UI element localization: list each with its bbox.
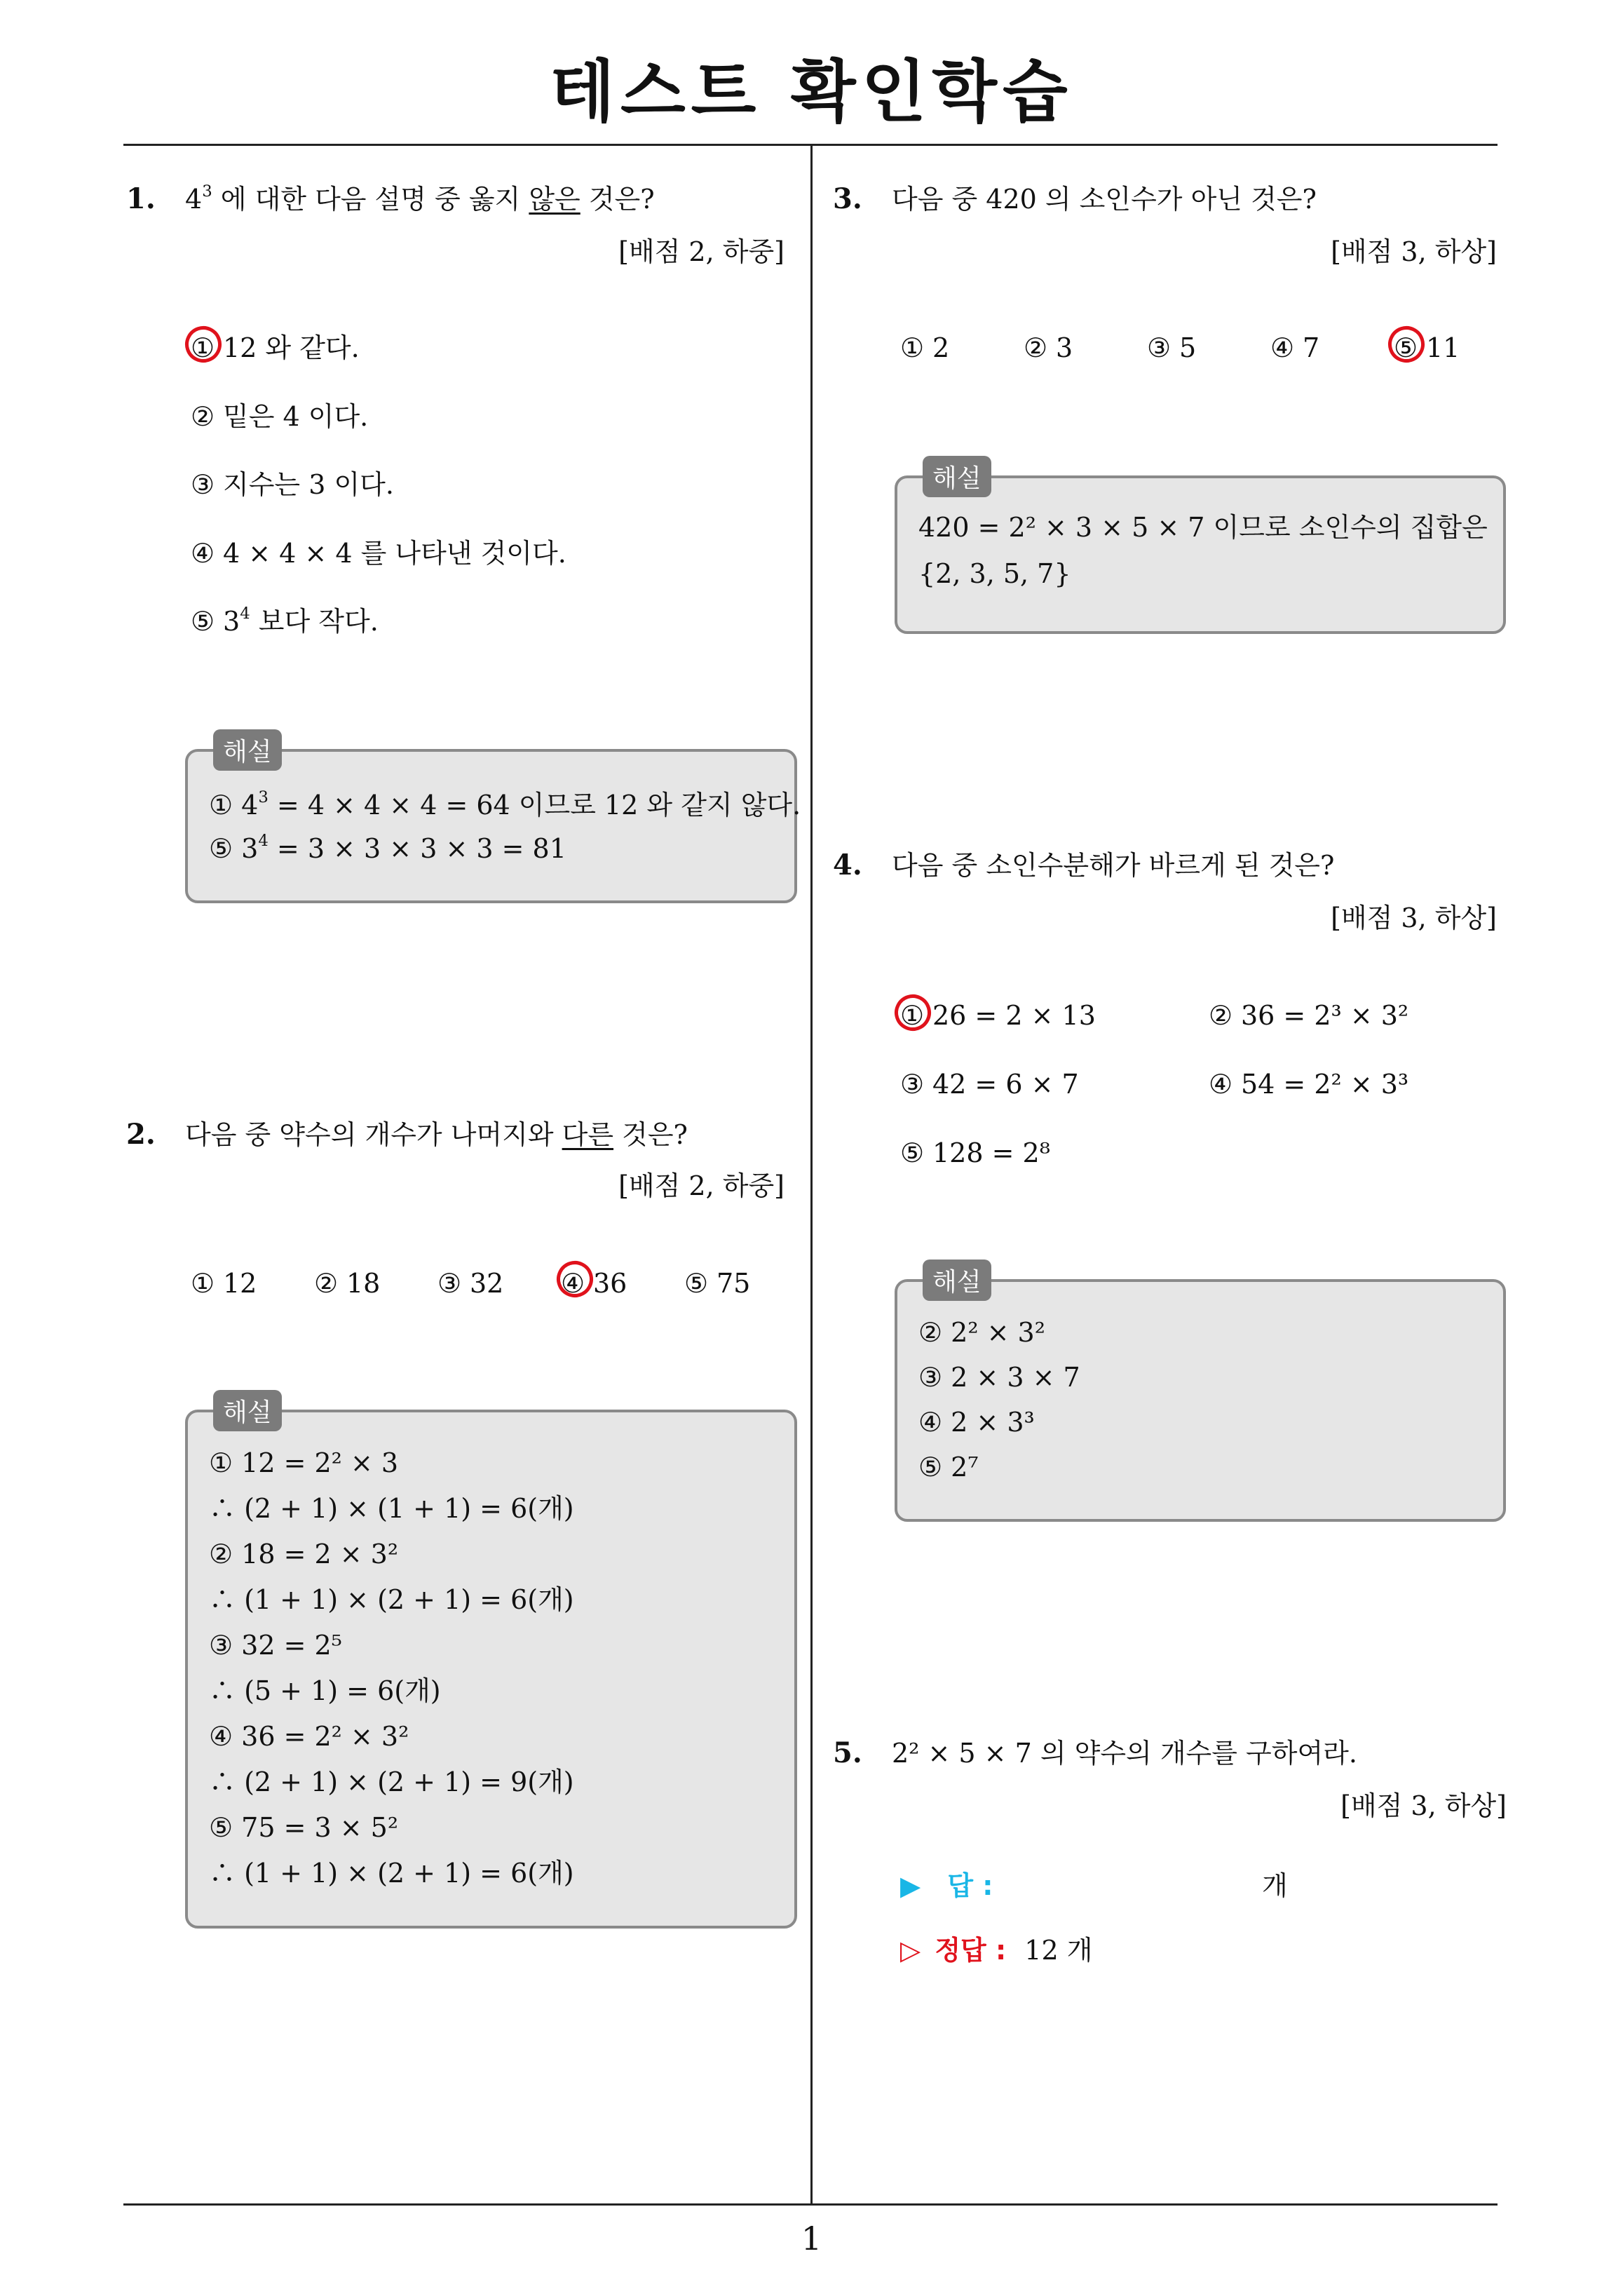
answer-row (900, 1864, 993, 1903)
correct-value: 12 개 (1024, 1935, 1093, 1966)
explanation-line: ④ 36 = 2² × 3² (209, 1721, 409, 1752)
outline-triangle-right-icon: ▷ (900, 1935, 921, 1966)
answer-label: 답 : (947, 1870, 993, 1901)
explanation-box (895, 464, 1506, 634)
option-2[interactable]: ② 3 (1024, 332, 1073, 363)
column-divider (810, 144, 813, 2204)
option-5[interactable]: ⑤ 128 = 2⁸ (900, 1137, 1050, 1168)
option-4[interactable]: ④ 4 × 4 × 4 를 나타낸 것이다. (191, 538, 566, 569)
explanation-line: ∴ (1 + 1) × (2 + 1) = 6(개) (209, 1858, 574, 1889)
question-2: 2. 다음 중 약수의 개수가 나머지와 다른 것은? (126, 1116, 688, 1153)
explanation-box (185, 738, 801, 903)
underlined-word: 다른 (562, 1119, 614, 1150)
explanation-line: ∴ (5 + 1) = 6(개) (209, 1675, 441, 1706)
question-number: 3. (833, 182, 862, 215)
option-3[interactable]: ③ 지수는 3 이다. (191, 469, 394, 500)
explanation-line: ⑤ 75 = 3 × 5² (209, 1812, 399, 1843)
option-1[interactable]: ① 12 (191, 1268, 257, 1299)
question-5-score: [배점 3, 하상] (1340, 1790, 1507, 1821)
option-4[interactable]: ④ 54 = 2² × 3³ (1209, 1069, 1409, 1100)
option-3[interactable]: ③ 5 (1147, 332, 1197, 363)
question-3: 3. 다음 중 420 의 소인수가 아닌 것은? (833, 181, 1317, 217)
option-3[interactable]: ③ 32 (437, 1268, 504, 1299)
explanation-line: ① $4^3 = 4 \times 4 \times 4 = 64$ 이므로 12 와 같지 않다. (209, 788, 801, 821)
filled-triangle-right-icon: ▶ (900, 1870, 921, 1901)
option-4[interactable]: ④ 36 (561, 1268, 627, 1299)
option-4[interactable]: ④ 7 (1270, 332, 1320, 363)
explanation-tab: 해설 (213, 1390, 282, 1431)
explanation-line: ∴ (2 + 1) × (2 + 1) = 9(개) (209, 1767, 574, 1797)
question-3-score: [배점 3, 하상] (1331, 236, 1497, 267)
option-2[interactable]: ② 18 (314, 1268, 381, 1299)
explanation-line: ② 2² × 3² (918, 1317, 1045, 1348)
explanation-box (895, 1268, 1506, 1522)
explanation-tab: 해설 (923, 456, 991, 497)
question-number: 1. (126, 182, 156, 215)
question-2-score: [배점 2, 하중] (618, 1170, 785, 1201)
answer-unit: 개 (1262, 1870, 1288, 1901)
option-1[interactable]: ① 26 = 2 × 13 (900, 1000, 1096, 1031)
question-1: 1. $4^3$ 에 대한 다음 설명 중 옳지 않은 것은? (126, 181, 655, 217)
option-1[interactable]: ① 2 (900, 332, 950, 363)
bottom-rule (123, 2203, 1498, 2206)
option-2[interactable]: ② 36 = 2³ × 3² (1209, 1000, 1409, 1031)
page-title: 테스트 확인학습 (550, 53, 1073, 131)
question-5: 5. 2² × 5 × 7 의 약수의 개수를 구하여라. (833, 1735, 1357, 1771)
explanation-line: ⑤ $3^4 = 3 \times 3 \times 3 \times 3 = 81$ (209, 831, 566, 864)
explanation-line: ∴ (2 + 1) × (1 + 1) = 6(개) (209, 1493, 574, 1524)
option-5[interactable]: ⑤ 11 (1394, 332, 1460, 363)
question-number: 4. (833, 849, 862, 882)
explanation-line: ③ 2 × 3 × 7 (918, 1362, 1080, 1393)
option-2[interactable]: ② 밑은 4 이다. (191, 401, 369, 432)
correct-answer-row (900, 1929, 1092, 1967)
option-5[interactable]: ⑤ $3^4$ 보다 작다. (191, 604, 379, 637)
question-number: 2. (126, 1118, 156, 1151)
explanation-line: {2, 3, 5, 7} (918, 558, 1071, 589)
explanation-line: 420 = 2² × 3 × 5 × 7 이므로 소인수의 집합은 (918, 512, 1488, 543)
explanation-line: ④ 2 × 3³ (918, 1407, 1035, 1438)
explanation-line: ⑤ 2⁷ (918, 1452, 979, 1483)
option-1[interactable]: ① 12 와 같다. (191, 332, 360, 363)
explanation-tab: 해설 (213, 729, 282, 771)
option-3[interactable]: ③ 42 = 6 × 7 (900, 1069, 1079, 1100)
explanation-line: ② 18 = 2 × 3² (209, 1539, 399, 1569)
correct-label: 정답 : (935, 1935, 1007, 1966)
page-number: 1 (801, 2220, 822, 2257)
explanation-line: ③ 32 = 2⁵ (209, 1630, 342, 1661)
explanation-line: ∴ (1 + 1) × (2 + 1) = 6(개) (209, 1584, 574, 1615)
question-base: $4^3$ (185, 182, 212, 215)
question-4: 4. 다음 중 소인수분해가 바르게 된 것은? (833, 847, 1334, 884)
underlined-word: 않은 (529, 184, 580, 215)
option-5[interactable]: ⑤ 75 (684, 1268, 751, 1299)
explanation-line: ① 12 = 2² × 3 (209, 1447, 399, 1478)
question-4-score: [배점 3, 하상] (1331, 903, 1497, 933)
question-1-score: [배점 2, 하중] (618, 236, 785, 267)
question-number: 5. (833, 1736, 862, 1769)
explanation-tab: 해설 (923, 1260, 991, 1301)
explanation-box (185, 1398, 797, 1929)
